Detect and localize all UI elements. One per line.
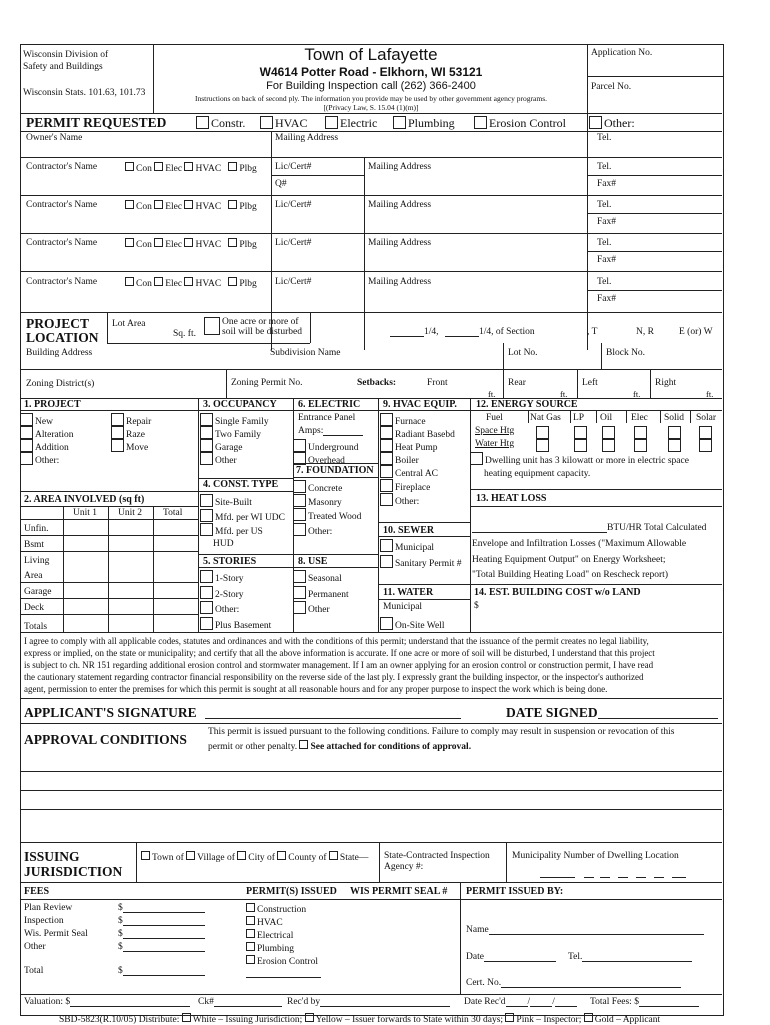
contractor-name-label: Contractor's Name [26, 200, 98, 210]
agreement-line: the cautionary statement regarding contractor financial responsibility on the reverse side of the last ply. I expressly grant the building inspector, or the inspector's authorized [24, 672, 644, 682]
owner-tel-label: Tel. [597, 133, 612, 143]
checkbox[interactable] [228, 277, 237, 286]
area-row-label: Area [24, 571, 43, 581]
inspection-phone: For Building Inspection call (262) 366-2400 [266, 80, 476, 92]
foundation-option[interactable]: Treated Wood [293, 508, 361, 522]
permit-issued-option[interactable]: Erosion Control [246, 955, 318, 967]
section-1-title: 1. PROJECT [24, 399, 81, 410]
checkbox[interactable] [277, 851, 286, 860]
area-col-unit1: Unit 1 [73, 508, 98, 518]
fees-title: FEES [24, 886, 50, 897]
check-number-field[interactable]: Ck# [198, 997, 282, 1007]
area-row-label: Deck [24, 603, 45, 613]
project-type-option[interactable]: New [20, 413, 53, 427]
contractor-tel-label: Tel. [597, 200, 612, 210]
contractor-lic-label: Lic/Cert# [275, 238, 312, 248]
section-10-title: 10. SEWER [383, 525, 435, 536]
checkbox[interactable] [634, 439, 647, 452]
energy-col-label: Elec [631, 413, 648, 423]
dwelling-electric-option[interactable]: Dwelling unit has 3 kilowatt or more in electric space heating equipment capacity. [470, 452, 689, 481]
distribution-line: SBD-5823(R.10/05) Distribute: White – Issuing Jurisdiction; Yellow – Issuer forwards to State within 30 days; Pink – Inspector; Gold – Applicant [59, 1015, 661, 1025]
contractor-name-label: Contractor's Name [26, 162, 98, 172]
parcel-no-label: Parcel No. [591, 82, 632, 92]
checkbox[interactable] [246, 929, 255, 938]
checkbox[interactable] [380, 493, 393, 506]
checkbox[interactable] [246, 955, 255, 964]
checkbox[interactable] [293, 601, 306, 614]
issued-by-title: PERMIT ISSUED BY: [466, 886, 564, 897]
checkbox[interactable] [536, 439, 549, 452]
contractor-trades[interactable]: Con Elec HVAC Plbg [125, 162, 257, 174]
checkbox[interactable] [536, 426, 549, 439]
agreement-line: express or implied, on the state or municipality; and certify that all the above information is accurate. If one acre or more of soil will be disturbed, I understand that this project [24, 648, 655, 658]
entrance-panel-label: Entrance Panel [298, 413, 356, 423]
checkbox[interactable] [111, 439, 124, 452]
contractor-q-label: Q# [275, 179, 287, 189]
area-row-label: Living [24, 556, 50, 566]
application-no-label: Application No. [591, 48, 653, 58]
checkbox[interactable] [474, 116, 487, 129]
lot-no-label: Lot No. [508, 348, 538, 358]
section-14-title: 14. EST. BUILDING COST w/o LAND [474, 587, 641, 598]
sewer-option[interactable]: Municipal [380, 539, 434, 553]
sqft-label: Sq. ft. [173, 329, 196, 339]
checkbox[interactable] [200, 413, 213, 426]
checkbox[interactable] [380, 413, 393, 426]
section-2-title: 2. AREA INVOLVED (sq ft) [24, 494, 145, 505]
section-6-title: 6. ELECTRIC [298, 399, 361, 410]
project-type-option[interactable]: Alteration [20, 426, 74, 440]
area-row-label: Bsmt [24, 540, 45, 550]
permit-option-constr[interactable]: Constr. [196, 116, 245, 131]
checkbox[interactable] [228, 238, 237, 247]
checkbox [584, 1013, 593, 1022]
checkbox[interactable] [602, 439, 615, 452]
checkbox[interactable] [246, 903, 255, 912]
project-type-option[interactable]: Other: [20, 452, 59, 466]
permit-option-other[interactable]: Other: [589, 116, 635, 131]
fee-row-field[interactable]: $ [118, 942, 205, 952]
contractor-lic-label: Lic/Cert# [275, 277, 312, 287]
hvac-option[interactable]: Boiler [380, 452, 419, 466]
building-address-label: Building Address [26, 348, 93, 358]
use-option[interactable]: Other [293, 601, 330, 615]
checkbox[interactable] [293, 508, 306, 521]
checkbox[interactable] [200, 509, 213, 522]
owner-name-label: Owner's Name [26, 133, 83, 143]
area-row-label: Garage [24, 587, 52, 597]
contractor-fax-label: Fax# [597, 255, 616, 265]
checkbox[interactable] [470, 452, 483, 465]
project-type-option[interactable]: Addition [20, 439, 69, 453]
electric-option[interactable]: Overhead [293, 452, 345, 466]
quarter-field[interactable]: 1/4, [390, 327, 439, 337]
checkbox[interactable] [141, 851, 150, 860]
const-type-option[interactable]: Mfd. per WI UDC [200, 509, 285, 523]
issuing-label-1: ISSUING [24, 849, 80, 864]
contractor-trades[interactable]: Con Elec HVAC Plbg [125, 277, 257, 289]
section-7-title: 7. FOUNDATION [296, 465, 374, 476]
checkbox[interactable] [668, 439, 681, 452]
quarter-section-field[interactable]: 1/4, of Section [445, 327, 535, 337]
fee-row-field[interactable]: $ [118, 903, 205, 913]
division-line-2: Safety and Buildings [23, 62, 103, 72]
permit-option-plumbing[interactable]: Plumbing [393, 116, 455, 131]
form-title: Town of Lafayette [304, 45, 438, 64]
foundation-option[interactable]: Other: [293, 523, 332, 537]
right-ft: ft. [706, 389, 714, 399]
checkbox[interactable] [380, 555, 393, 568]
project-label-2: LOCATION [26, 330, 99, 345]
checkbox[interactable] [125, 238, 134, 247]
contractor-mailing-label: Mailing Address [368, 200, 432, 210]
checkbox[interactable] [200, 601, 213, 614]
approval-text-1: This permit is issued pursuant to the following conditions. Failure to comply may result in suspension or revocation of this [208, 727, 675, 737]
state-contracted-1: State-Contracted Inspection [384, 851, 490, 861]
checkbox[interactable] [125, 162, 134, 171]
checkbox[interactable] [293, 494, 306, 507]
checkbox[interactable] [380, 539, 393, 552]
checkbox[interactable] [380, 617, 393, 630]
hvac-option[interactable]: Heat Pump [380, 439, 437, 453]
checkbox[interactable] [329, 851, 338, 860]
received-by-field[interactable]: Rec'd by [287, 997, 450, 1007]
section-8-title: 8. USE [298, 556, 328, 567]
contractor-lic-label: Lic/Cert# [275, 200, 312, 210]
checkbox[interactable] [574, 426, 587, 439]
fee-row-label: Wis. Permit Seal [24, 929, 88, 939]
checkbox[interactable] [325, 116, 338, 129]
contractor-tel-label: Tel. [597, 162, 612, 172]
checkbox[interactable] [699, 426, 712, 439]
checkbox[interactable] [125, 277, 134, 286]
checkbox[interactable] [20, 439, 33, 452]
contractor-mailing-label: Mailing Address [368, 277, 432, 287]
fee-row-label: Other [24, 942, 46, 952]
municipality-number-label: Municipality Number of Dwelling Location [512, 851, 679, 861]
checkbox[interactable] [293, 523, 306, 536]
left-label: Left [582, 378, 598, 388]
checkbox[interactable] [111, 413, 124, 426]
project-type-option[interactable]: Raze [111, 426, 145, 440]
checkbox[interactable] [184, 162, 193, 171]
area-col-unit2: Unit 2 [118, 508, 143, 518]
fee-row-label: Inspection [24, 916, 64, 926]
checkbox[interactable] [204, 317, 220, 335]
date-received-field[interactable]: Date Rec'd / / [464, 997, 577, 1007]
water-onsite-option[interactable]: On-Site Well [380, 617, 444, 631]
space-htg-label: Space Htg [475, 426, 515, 436]
owner-mailing-label: Mailing Address [275, 133, 339, 143]
energy-col-label: Nat Gas [530, 413, 561, 423]
checkbox[interactable] [574, 439, 587, 452]
state-contracted-2: Agency #: [384, 862, 424, 872]
energy-col-label: LP [573, 413, 585, 423]
contractor-name-label: Contractor's Name [26, 238, 98, 248]
contractor-trades[interactable]: Con Elec HVAC Plbg [125, 238, 257, 250]
permit-issued-option[interactable]: HVAC [246, 916, 283, 928]
energy-col-label: Solar [696, 413, 717, 423]
checkbox[interactable] [200, 586, 213, 599]
checkbox[interactable] [246, 916, 255, 925]
total-fees-field[interactable]: Total Fees: $ [590, 997, 699, 1007]
project-label-1: PROJECT [26, 316, 90, 331]
issuer-tel-field[interactable]: Tel. [568, 952, 692, 962]
occupancy-option[interactable]: Other [200, 452, 237, 466]
section-3-title: 3. OCCUPANCY [203, 399, 277, 410]
checkbox[interactable] [380, 426, 393, 439]
date-signed-label: DATE SIGNED [506, 705, 598, 720]
checkbox[interactable] [154, 238, 163, 247]
setbacks-label: Setbacks: [357, 378, 397, 388]
issuer-cert-field[interactable]: Cert. No. [466, 978, 681, 988]
checkbox[interactable] [200, 439, 213, 452]
hvac-option[interactable]: Central AC [380, 465, 438, 479]
agreement-line: agent, permission to enter the premises for which this permit is sought at all reasonable hours and for any proper purpose to inspect the work which is being done. [24, 684, 608, 694]
area-col-total: Total [163, 508, 183, 518]
checkbox[interactable] [246, 942, 255, 951]
checkbox[interactable] [154, 277, 163, 286]
checkbox [505, 1013, 514, 1022]
checkbox[interactable] [228, 162, 237, 171]
use-option[interactable]: Seasonal [293, 570, 342, 584]
front-ft: ft. [488, 389, 496, 399]
rear-label: Rear [508, 378, 526, 388]
sewer-option[interactable]: Sanitary Permit # [380, 555, 462, 569]
checkbox[interactable] [237, 851, 246, 860]
heat-loss-line-1: Envelope and Infiltration Losses ("Maximum Allowable [472, 539, 687, 549]
fee-row-label: Plan Review [24, 903, 73, 913]
checkbox[interactable] [20, 426, 33, 439]
contractor-fax-label: Fax# [597, 217, 616, 227]
checkbox[interactable] [668, 426, 681, 439]
zoning-permit-label: Zoning Permit No. [231, 378, 303, 388]
btu-field[interactable]: BTU/HR Total Calculated [472, 523, 706, 533]
jurisdiction-options[interactable]: Town of Village of City of County of State— [141, 851, 368, 863]
hvac-option[interactable]: Other: [380, 493, 419, 507]
checkbox[interactable] [380, 479, 393, 492]
checkbox[interactable] [200, 570, 213, 583]
fee-row-field[interactable]: $ [118, 916, 205, 926]
checkbox[interactable] [200, 452, 213, 465]
town-address: W4614 Potter Road - Elkhorn, WI 53121 [259, 65, 483, 79]
checkbox[interactable] [184, 200, 193, 209]
project-type-option[interactable]: Move [111, 439, 148, 453]
occupancy-option[interactable]: Two Family [200, 426, 261, 440]
checkbox[interactable] [111, 426, 124, 439]
checkbox[interactable] [20, 452, 33, 465]
checkbox[interactable] [260, 116, 273, 129]
checkbox[interactable] [228, 200, 237, 209]
checkbox[interactable] [20, 413, 33, 426]
hvac-option[interactable]: Fireplace [380, 479, 430, 493]
hvac-option[interactable]: Radiant Basebd [380, 426, 455, 440]
contractor-tel-label: Tel. [597, 238, 612, 248]
checkbox[interactable] [380, 452, 393, 465]
east-west-label: E (or) W [679, 327, 713, 337]
checkbox[interactable] [184, 277, 193, 286]
area-row-label: Unfin. [24, 524, 49, 534]
checkbox[interactable] [634, 426, 647, 439]
checkbox[interactable] [380, 439, 393, 452]
permit-requested-label: PERMIT REQUESTED [26, 115, 167, 130]
valuation-field[interactable]: Valuation: $ [24, 997, 190, 1007]
foundation-option[interactable]: Concrete [293, 480, 342, 494]
issuing-label-2: JURISDICTION [24, 864, 123, 879]
approval-text-2: permit or other penalty. See attached for conditions of approval. [208, 742, 472, 752]
zoning-district-label: Zoning District(s) [26, 379, 95, 389]
heat-loss-line-3: "Total Building Heating Load" on Rescheck report) [472, 570, 668, 580]
checkbox[interactable] [380, 465, 393, 478]
contractor-mailing-label: Mailing Address [368, 162, 432, 172]
checkbox[interactable] [200, 523, 213, 536]
stories-option[interactable]: 2-Story [200, 586, 244, 600]
front-label: Front [427, 378, 448, 388]
applicant-signature-label: APPLICANT'S SIGNATURE [24, 705, 197, 720]
project-type-option[interactable]: Repair [111, 413, 151, 427]
checkbox[interactable] [699, 439, 712, 452]
rear-ft: ft. [560, 389, 568, 399]
section-9-title: 9. HVAC EQUIP. [383, 399, 457, 410]
fuel-label: Fuel [486, 413, 503, 423]
water-municipal-label: Municipal [383, 602, 423, 612]
checkbox[interactable] [293, 480, 306, 493]
block-no-label: Block No. [606, 348, 646, 358]
issuer-date-field[interactable]: Date [466, 952, 556, 962]
permit-option-hvac[interactable]: HVAC [260, 116, 307, 131]
fees-total-field[interactable]: $ [118, 966, 205, 976]
instructions: Instructions on back of second ply. The information you provide may be used by other government agency programs. [195, 94, 547, 103]
township-label: , T [587, 327, 598, 337]
checkbox[interactable] [200, 617, 213, 630]
hud-label: HUD [213, 539, 234, 549]
checkbox[interactable] [293, 586, 306, 599]
permits-issued-title: PERMIT(S) ISSUED [246, 886, 337, 897]
checkbox[interactable] [154, 162, 163, 171]
occupancy-option[interactable]: Garage [200, 439, 242, 453]
area-row-label: Totals [24, 622, 48, 632]
const-type-option[interactable]: Site-Built [200, 494, 252, 508]
checkbox[interactable] [184, 238, 193, 247]
cost-dollar: $ [474, 601, 479, 611]
checkbox[interactable] [293, 439, 306, 452]
right-label: Right [655, 378, 677, 388]
section-11-title: 11. WATER [383, 587, 434, 598]
use-option[interactable]: Permanent [293, 586, 349, 600]
contractor-mailing-label: Mailing Address [368, 238, 432, 248]
issuer-name-field[interactable]: Name [466, 925, 704, 935]
checkbox[interactable] [299, 740, 308, 749]
checkbox [305, 1013, 314, 1022]
checkbox[interactable] [200, 426, 213, 439]
energy-col-label: Oil [600, 413, 613, 423]
water-htg-label: Water Htg [475, 439, 515, 449]
contractor-trades[interactable]: Con Elec HVAC Plbg [125, 200, 257, 212]
energy-col-label: Solid [664, 413, 685, 423]
amps-field[interactable]: Amps: [298, 426, 363, 436]
subdivision-label: Subdivision Name [270, 348, 341, 358]
approval-conditions-label: APPROVAL CONDITIONS [24, 732, 187, 747]
lot-area-label: Lot Area [112, 319, 146, 329]
acre-disturbed-option[interactable]: One acre or more of soil will be disturbed [204, 317, 302, 337]
stories-option[interactable]: Plus Basement [200, 617, 271, 631]
checkbox[interactable] [200, 494, 213, 507]
checkbox[interactable] [602, 426, 615, 439]
section-12-title: 12. ENERGY SOURCE [476, 399, 578, 410]
section-13-title: 13. HEAT LOSS [476, 493, 547, 504]
left-ft: ft. [633, 389, 641, 399]
contractor-name-label: Contractor's Name [26, 277, 98, 287]
range-label: N, R [636, 327, 654, 337]
checkbox[interactable] [393, 116, 406, 129]
contractor-tel-label: Tel. [597, 277, 612, 287]
permit-seal-title: WIS PERMIT SEAL # [350, 886, 448, 897]
permit-issued-option[interactable]: Construction [246, 903, 306, 915]
stories-option[interactable]: 1-Story [200, 570, 244, 584]
permit-issued-option[interactable]: Electrical [246, 929, 293, 941]
section-5-title: 5. STORIES [203, 556, 257, 567]
foundation-option[interactable]: Masonry [293, 494, 342, 508]
fees-total-label: Total [24, 966, 44, 976]
agreement-line: I agree to comply with all applicable codes, statutes and ordinances and with the conditions of this permit; understand that the issuance of the permit creates no legal liability, [24, 636, 649, 646]
contractor-lic-label: Lic/Cert# [275, 162, 312, 172]
checkbox [182, 1013, 191, 1022]
checkbox[interactable] [125, 200, 134, 209]
section-4-title: 4. CONST. TYPE [203, 479, 279, 490]
checkbox[interactable] [293, 570, 306, 583]
checkbox[interactable] [589, 116, 602, 129]
occupancy-option[interactable]: Single Family [200, 413, 269, 427]
electric-option[interactable]: Underground [293, 439, 358, 453]
fee-row-field[interactable]: $ [118, 929, 205, 939]
wisconsin-stats: Wisconsin Stats. 101.63, 101.73 [23, 88, 146, 98]
agreement-line: is subject to ch. NR 151 regarding additional erosion control and stormwater management. If I am an owner applying for an erosion control or construction permit, I have read [24, 660, 654, 670]
permit-option-electric[interactable]: Electric [325, 116, 377, 131]
contractor-fax-label: Fax# [597, 179, 616, 189]
permit-option-erosion[interactable]: Erosion Control [474, 116, 566, 131]
division-line-1: Wisconsin Division of [23, 50, 109, 60]
heat-loss-line-2: Heating Equipment Output" on Energy Worksheet; [472, 555, 666, 565]
contractor-fax-label: Fax# [597, 294, 616, 304]
checkbox[interactable] [186, 851, 195, 860]
checkbox[interactable] [154, 200, 163, 209]
stories-option[interactable]: Other: [200, 601, 239, 615]
checkbox[interactable] [196, 116, 209, 129]
permit-issued-option[interactable]: Plumbing [246, 942, 294, 954]
hvac-option[interactable]: Furnace [380, 413, 426, 427]
const-type-option[interactable]: Mfd. per US [200, 523, 263, 537]
privacy-law: [(Privacy Law, S. 15.04 (1)(m)] [323, 103, 419, 112]
